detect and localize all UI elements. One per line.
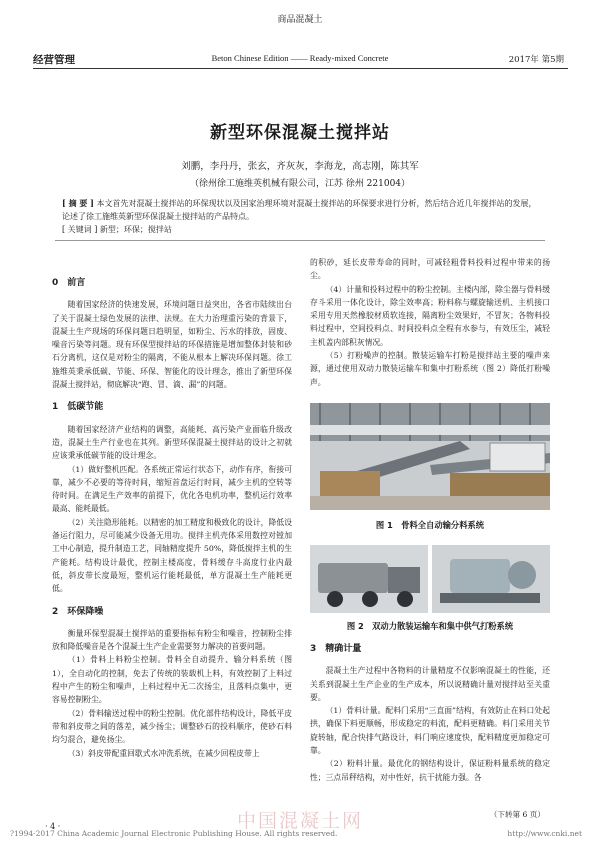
paragraph: 的积砂，延长皮带寿命的同时，可减轻粗骨料投料过程中带来的扬尘。 — [310, 258, 550, 281]
article-title: 新型环保混凝土搅拌站 — [210, 123, 390, 143]
author-list: 刘鹏，李丹丹，张玄，齐灰灰，李海龙，高志刚，陈其军 — [181, 161, 419, 172]
paragraph: （1）做好整机匹配。各系统正常运行状态下，动作有序，衔接可靠，减少不必要的等待时间，缩短首盘运行时间，减少主机的空转等待时间。在满足生产效率的前提下，优化各电机功率，整机运行效率最高、能耗最低。 — [52, 464, 292, 514]
paragraph: （3）斜皮带配重回歇式水冲洗系统，在减少回程皮带上 — [67, 748, 260, 758]
left-column — [52, 277, 292, 760]
watermark: 中国混凝土网 — [236, 810, 363, 832]
paragraph: 混凝土生产过程中各物料的计量精度不仅影响混凝土的性能，还关系到混凝土生产企业的生产成本，所以说精确计量对搅拌站至关重要。 — [310, 666, 550, 702]
edition-line: Beton Chinese Edition —— Ready-mixed Concrete — [211, 53, 389, 63]
right-column-bottom — [310, 643, 550, 784]
keywords-label: [ 关键词 ] — [62, 225, 98, 234]
paragraph: （2）骨料输送过程中的粉尘控制。优化部件结构设计，降低平皮带和斜皮带之间的落差，减少扬尘；调整砂石的投料顺序，使砂石料均匀混合，避免扬尘。 — [52, 708, 292, 745]
abstract-text: 本文首先对混凝土搅拌站的环保现状以及国家治理环境对混凝土搅拌站的环保要求进行分析，然后结合近几年搅拌站的发展，论述了徐工施维英新型环保混凝土搅拌站的产品特点。 — [62, 199, 537, 221]
paragraph: （5）打粉噪声的控制。散装运输车打粉是搅拌站主要的噪声来源，通过使用双动力散装运输车和集中打粉系统（图 2）降低打粉噪声。 — [310, 351, 550, 387]
section-heading-metering: 3 精确计量 — [310, 644, 362, 654]
figure-2-image — [310, 545, 550, 613]
abstract-label: [ 摘 要 ] — [62, 198, 94, 208]
section-label: 经营管理 — [33, 54, 75, 66]
header-divider — [33, 68, 568, 69]
footer-url[interactable]: http://www.cnki.net — [507, 829, 582, 838]
paragraph: （2）关注隐形能耗。以精密的加工精度和极致化的设计，降低设备运行阻力，尽可能减少设备无用功。搅拌主机壳体采用数控对镗加工中心制造，提升制造工艺，同轴精度提升 50%，降低搅拌主机的生产能耗。结构设计最优，控制主楼高度，骨料缓存斗高度行业内最低，斜皮带长度最短，整机运行能耗最低，单方混凝土生产能耗更低。 — [52, 517, 292, 594]
paragraph: （1）骨料计量。配料门采用“三直面”结构，有效防止在料口处起拱，确保下料更顺畅，形成稳定的料流，配料更精确。料门采用关节旋转轴，配合快排气路设计，料门响应速度快，配料精度更加稳定可靠。 — [310, 706, 550, 756]
paragraph: 衡量环保型混凝土搅拌站的重要指标有粉尘和噪音，控制粉尘排放和降低噪音是各个混凝土生产企业需要努力解决的首要问题。 — [52, 628, 292, 652]
section-heading-intro: 0 前言 — [52, 278, 86, 288]
section-heading-environment: 2 环保降噪 — [52, 606, 104, 617]
affiliation: （徐州徐工施维英机械有限公司，江苏 徐州 221004） — [189, 179, 411, 189]
journal-name: 商品混凝土 — [277, 15, 323, 25]
keywords-text: 新型；环保；搅拌站 — [99, 225, 172, 234]
copyright-notice: ?1994-2017 China Academic Journal Electronic Publishing House. All rights reserved. — [10, 829, 338, 838]
right-column-top — [310, 256, 550, 389]
paragraph: （4）计量和投料过程中的粉尘控制。主楼内部，除尘器与骨料缓存斗采用一体化设计，除尘效率高；粉料称与螺旋输送机、主机接口采用专用天然橡胶材质软连接，隔离粉尘效果好，不冒灰；各物料投料过程中，空间投料点、时间投料点全程有水参与，有效压尘，减轻主机盖内部积灰情况。 — [310, 284, 550, 347]
abstract-divider — [55, 240, 545, 241]
keywords — [62, 224, 539, 235]
paragraph: 随着国家经济的快速发展，环境问题日益突出，各省市陆续出台了关于混凝土绿色发展的法律、法规。在大力治理重污染的背景下，混凝土生产现场的环保问题日趋明显，如粉尘、污水的排放，固废、噪音污染等问题。现有环保型搅拌站的环保措施是增加整体封装和砂石分离机，这仅是对粉尘的隔离，不能从根本上解决环保问题。徐工施维英秉承低碳、节能、环保、智能化的设计理念，推出了新型环保混凝土搅拌站，彻底解决“跑、冒、滴、漏”的问题。 — [52, 300, 292, 390]
page-number: · 4 · — [45, 822, 61, 831]
issue-label: 2017年 第5期 — [508, 55, 564, 65]
figure-2-caption: 图 2 双动力散装运输车和集中供气打粉系统 — [346, 621, 514, 631]
abstract — [62, 197, 539, 223]
continued-note: （下转第 6 页） — [489, 810, 545, 819]
paragraph: 随着国家经济产业结构的调整，高能耗、高污染产业面临升级改造，混凝土生产行业也在其列。新型环保混凝土搅拌站的设计之初就应该秉承低碳节能的设计理念。 — [52, 424, 292, 461]
section-heading-low-carbon: 1 低碳节能 — [52, 402, 104, 413]
figure-1-caption: 图 1 骨料全自动输分料系统 — [375, 520, 485, 530]
paragraph: （2）粉料计量。最优化的钢结构设计，保证粉料量系统的稳定性；三点吊秤结构，对中性好，抗干扰能力强。各 — [310, 759, 550, 782]
paragraph: （1）骨料上料粉尘控制。骨料全自动提升、输分料系统（图 1），全自动化的控制，免去了传统的装载机上料，有效控制了上料过程中产生的粉尘和噪声，上料过程中无二次扬尘，且落料点集中，更容易控制粉尘。 — [52, 655, 292, 705]
figure-1-image — [310, 403, 550, 510]
